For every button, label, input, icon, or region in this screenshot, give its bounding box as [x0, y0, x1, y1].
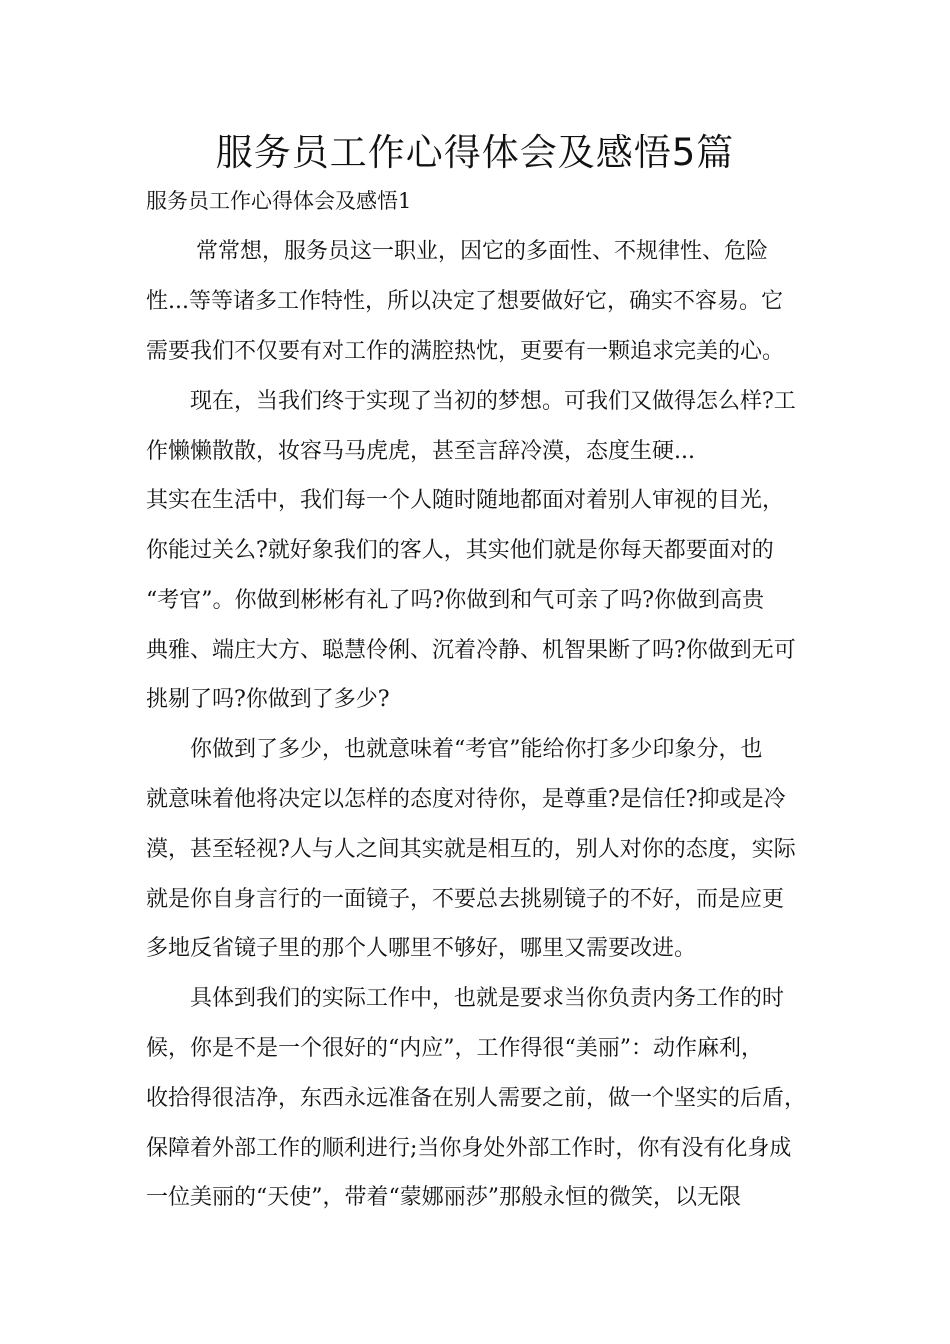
text-line: 你做到了多少，也就意味着“考官”能给你打多少印象分，也 [190, 737, 763, 762]
text-line: 你能过关么?就好象我们的客人，其实他们就是你每天都要面对的 [146, 538, 774, 563]
text-line: 候，你是不是一个很好的“内应”，工作得很“美丽”：动作麻利， [146, 1036, 763, 1061]
text-line: 收拾得很洁净，东西永远准备在别人需要之前，做一个坚实的后盾， [146, 1086, 807, 1111]
text-line: 具体到我们的实际工作中，也就是要求当你负责内务工作的时 [190, 986, 785, 1011]
text-line: 作懒懒散散，妆容马马虎虎，甚至言辞冷漠，态度生硬... [146, 439, 695, 464]
text-line: 挑剔了吗?你做到了多少? [146, 687, 390, 712]
text-line: 一位美丽的“天使”，带着“蒙娜丽莎”那般永恒的微笑，以无限 [146, 1185, 741, 1210]
text-line: 典雅、端庄大方、聪慧伶俐、沉着冷静、机智果断了吗?你做到无可 [146, 638, 796, 663]
text-line: 多地反省镜子里的那个人哪里不够好，哪里又需要改进。 [146, 936, 697, 961]
text-line: 漠，甚至轻视?人与人之间其实就是相互的，别人对你的态度，实际 [146, 837, 796, 862]
section-heading: 服务员工作心得体会及感悟1 [146, 189, 412, 213]
text-line: 需要我们不仅要有对工作的满腔热忱，更要有一颗追求完美的心。 [146, 339, 785, 364]
text-line: 现在，当我们终于实现了当初的梦想。可我们又做得怎么样?工 [190, 389, 796, 414]
text-line: 就是你自身言行的一面镜子，不要总去挑剔镜子的不好，而是应更 [146, 887, 785, 912]
text-line: 性...等等诸多工作特性，所以决定了想要做好它，确实不容易。它 [146, 289, 783, 314]
text-line: 就意味着他将决定以怎样的态度对待你，是尊重?是信任?抑或是冷 [146, 787, 786, 812]
document-title: 服务员工作心得体会及感悟5篇 [215, 131, 735, 174]
text-line: “考官”。你做到彬彬有礼了吗?你做到和气可亲了吗?你做到高贵 [146, 588, 765, 613]
text-line: 保障着外部工作的顺利进行;当你身处外部工作时，你有没有化身成 [146, 1136, 792, 1161]
text-line: 其实在生活中，我们每一个人随时随地都面对着别人审视的目光， [146, 488, 785, 513]
text-line: 常常想，服务员这一职业，因它的多面性、不规律性、危险 [196, 239, 769, 264]
